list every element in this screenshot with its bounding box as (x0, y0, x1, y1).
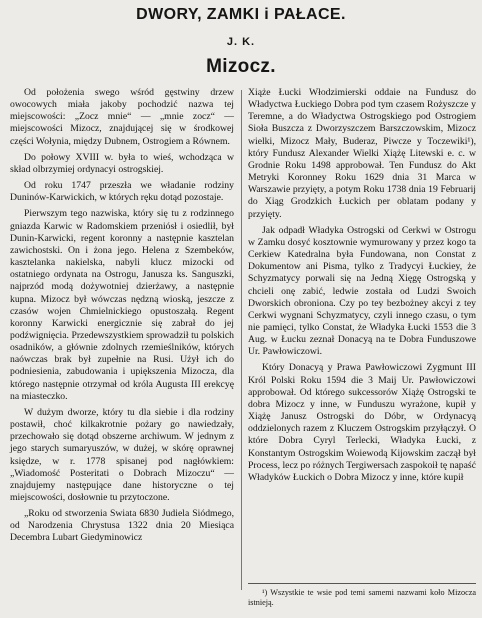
right-paragraph-1: Xiąże Łucki Włodzimierski oddaie na Fundusz do Władyctwa Łuckiego Dobra pod tym czasem Rożyszcze y Teremne, a do Władyctwa Ostrogskiego pod Ostrogiem Sioła Buszcza z Dworzyszczem Barszczowskim, Mizocz wielki, Mizocz Mały, Buderaz, Piwcze y Toczewiki¹), który Fundusz Alexander Wielki Xiążę Litewski e. c. w Grodnie Roku 1498 approbował. Ten Fundusz do Akt Metryki Koronney Roku 1629 dnia 31 Marca w Warszawie przyięty, a potym Roku 1738 dnia 19 Februarij do Xiąg Grodzkich Łuckich per oblatam podany y przyięty. (248, 87, 476, 220)
left-paragraph-3: Od roku 1747 przeszła we władanie rodziny Duninów-Karwickich, w których ręku dotąd pozostaje. (10, 180, 234, 204)
right-paragraph-2: Jak odpadł Władyka Ostrogski od Cerkwi w Ostrogu w Zamku dosyć kosztownie wymurowany y przez kogo ta Cerkiew Katedralna była Fundowana, non Constat z Dokumentow ani Pisma, tylko z Tradycyi Łuckiey, że Schyzmatycy porwali się na Jedną Xięgę Ostrogską y chcieli onę zabić, ledwie została od Ludzi Swoich Dworskich obroniona. Czy po tey bezbożney akcyi z tey Cerkwi wygnani Schyzmatycy, czyli innego czasu, o tym nie pamięci, tylko Constat, że Władyka Łucki 1553 die 3 Aug. w Łucku zeznał Donacyą na te Dobra Funduszowe Ur. Pawłowiczowi. (248, 224, 476, 358)
right-column (248, 87, 476, 484)
series-title: DWORY, ZAMKI i PAŁACE. (136, 6, 346, 23)
author-initials: J. K. (226, 36, 256, 48)
left-paragraph-5: W dużym dworze, który tu dla siebie i dla rodziny postawił, choć kilkakrotnie pożary go nawiedzały, przechowało się dotąd obszerne archiwum. W jednym z jego starych sumaryuszów, w dużej, w skórę oprawnej księdze, w r. 1778 spisanej pod nagłówkiem: „Wiadomość Posteritati o Dobrach Mizoczu“ — znajdujemy następujące dane historyczne o tej miejscowości, dosłownie tu przytoczone. (10, 406, 234, 503)
footnote-text: ¹) Wszystkie te wsie pod temi samemi nazwami koło Mizocza istnieją. (248, 588, 476, 607)
right-paragraph-3: Który Donacyą y Prawa Pawłowiczowi Zygmunt III Król Polski Roku 1594 die 3 Maij Ur. Pawłowiczowi approbował. Od którego sukcessorów Xiążę Ostrogski te dobra Mizocz y inne, w Funduszu wyrażone, kupił y Xiążę Janusz Ostrogski do Dóbr, w Ordynacyą oddzielonych razem z Kluczem Ostrogskim przyłączył. O które Dobra Cyryl Terlecki, Władyka Łucki, z Konstantym Ostrogskim Woiewodą Kijowskim zaczął był Process, lecz po różnych Tergiwersach zaspokoił tę napaść Władyków Łuckich o Dobra Mizocz y inne, które kupił (248, 362, 476, 483)
footnote (248, 588, 476, 608)
article-title: Mizocz. (206, 56, 276, 77)
left-paragraph-2: Do połowy XVIII w. była to wieś, wchodząca w skład olbrzymiej ordynacyi ostrogskiej. (10, 151, 234, 175)
left-paragraph-1: Od położenia swego wśród gęstwiny drzew owocowych miała jakoby pochodzić nazwa tej miejscowości: „Zocz mnie“ — „mnie zocz“ — miejscowości Mizocz, znajdującej się w środkowej części Wołynia, między Dubnem, Ostrogiem a Równem. (10, 87, 234, 147)
left-column (10, 87, 234, 545)
left-paragraph-4: Pierwszym tego nazwiska, który się tu z rodzinnego gniazda Karwic w Radomskiem przeniósł i osiedlił, był Dunin-Karwicki, regent koronny a następnie kasztelan zawichostski. On i żona jego. Helena z Szembeków, kasztelanka nakielska, nabyli klucz mizocki od ostatniego ordynata na Ostrogu, Janusza ks. Sanguszki, najprzód modą dożywotniej dzierżawy, a następnie kupna. Mizocz był wówczas nędzną wioską, jeszcze z czasów wojen Chmielnickiego opustoszałą. Regent koronny Karwicki energicznie się zabrał do jej podźwignięcia. Przedewszystkiem sprowadził tu polskich osadników, a głównie zdolnych rzemieślników, których naówczas brak był zupełnie na Rusi. Użył ich do podniesienia, zabudowania i upiększenia Mizocza, dla którego następnie otrzymał od króla Augusta III erekcyę na miasteczko. (10, 208, 234, 402)
footnote-rule (248, 583, 476, 584)
left-paragraph-6: „Roku od stworzenia Swiata 6830 Judiela Siódmego, od Narodzenia Chrystusa 1322 dnia 20 Miesiąca Decembra Lubart Giedyminowicz (10, 508, 234, 544)
column-separator (241, 90, 242, 590)
